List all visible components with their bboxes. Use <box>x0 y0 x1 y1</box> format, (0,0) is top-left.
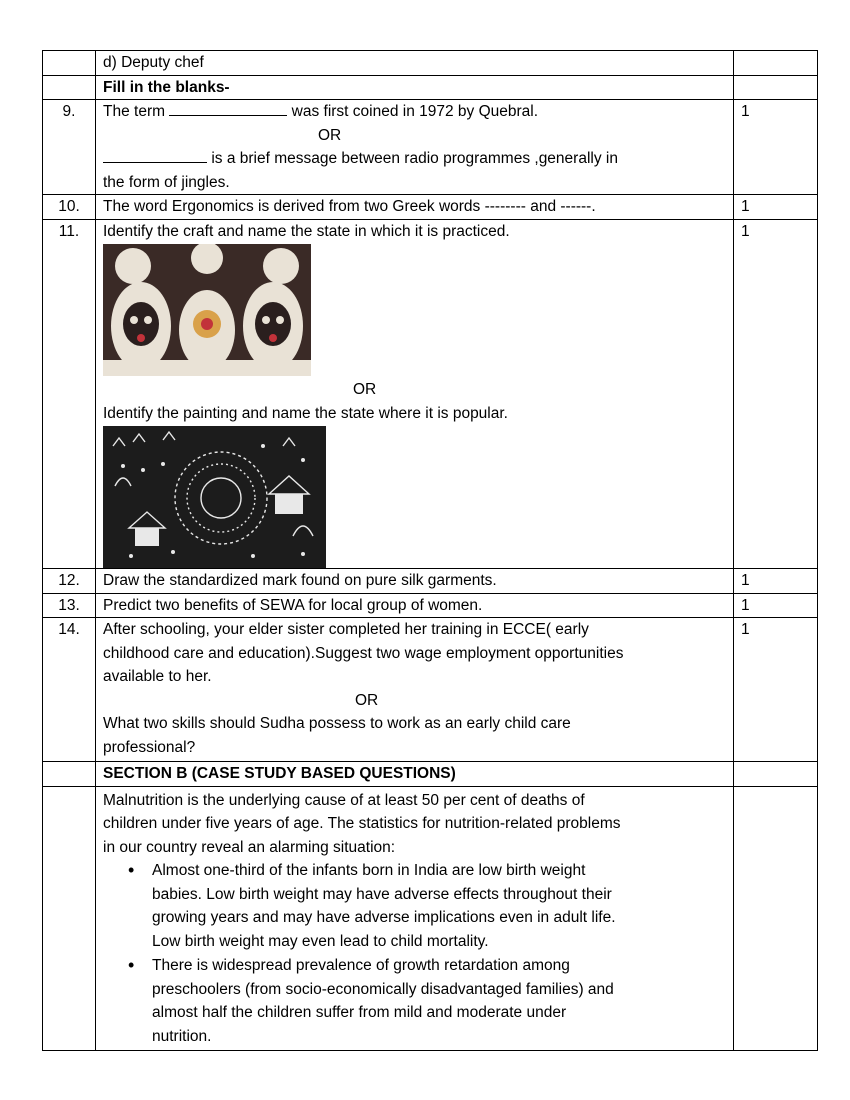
q9-alt-text: is a brief message between radio programmes ,generally in <box>211 150 618 167</box>
marks-cell <box>734 569 818 594</box>
question-text-cell <box>96 618 734 762</box>
q10-number: 10. <box>58 198 80 215</box>
question-number-cell <box>43 51 96 76</box>
q14-text-line2: childhood care and education).Suggest two wage employment opportunities <box>103 644 624 662</box>
bullet2-line3: almost half the children suffer from mild and moderate under <box>152 1004 567 1021</box>
question-number-cell <box>43 195 96 220</box>
table-row <box>43 219 818 569</box>
warli-painting-icon <box>103 426 326 568</box>
bullet2-line2: preschoolers (from socio-economically disadvantaged families) and <box>152 980 614 998</box>
section-heading-cell <box>96 762 734 787</box>
question-table <box>42 50 818 1051</box>
option-text: d) Deputy chef <box>103 54 204 71</box>
fill-blanks-heading: Fill in the blanks- <box>103 78 230 96</box>
table-row <box>43 195 818 220</box>
q13-marks: 1 <box>741 596 750 614</box>
question-text-cell <box>96 51 734 76</box>
table-row <box>43 569 818 594</box>
case-bullet-list <box>103 859 727 1048</box>
q14-alt-text-line1: What two skills should Sudha possess to work as an early child care <box>103 715 571 732</box>
q11-alt-text: Identify the painting and name the state where it is popular. <box>103 404 508 422</box>
table-row <box>43 51 818 76</box>
question-number-cell <box>43 569 96 594</box>
bullet1-line4: Low birth weight may even lead to child mortality. <box>152 932 489 950</box>
q9-marks: 1 <box>741 103 750 120</box>
bullet1-line2: babies. Low birth weight may have adverse effects throughout their <box>152 885 612 903</box>
list-item <box>152 859 727 953</box>
question-number-cell <box>43 219 96 569</box>
table-row <box>43 786 818 1050</box>
marks-cell <box>734 762 818 787</box>
q11-number: 11. <box>58 222 80 240</box>
q14-number: 14. <box>58 621 80 638</box>
q11-text: Identify the craft and name the state in which it is practiced. <box>103 222 510 240</box>
q10-text: The word Ergonomics is derived from two Greek words -------- and ------. <box>103 198 596 215</box>
question-number-cell <box>43 75 96 100</box>
table-row <box>43 762 818 787</box>
table-row <box>43 618 818 762</box>
case-study-cell <box>96 786 734 1050</box>
or-divider: OR <box>355 691 379 709</box>
bullet1-line1: • Almost one-third of the infants born in India are low birth weight <box>152 862 586 879</box>
marks-cell <box>734 786 818 1050</box>
q12-marks: 1 <box>741 572 750 589</box>
q9-text-post: was first coined in 1972 by Quebral. <box>291 103 539 120</box>
marks-cell <box>734 195 818 220</box>
marks-cell <box>734 75 818 100</box>
table-row <box>43 593 818 618</box>
question-text-cell <box>96 569 734 594</box>
list-item <box>152 954 727 1048</box>
question-text-cell <box>96 593 734 618</box>
question-number-cell <box>43 762 96 787</box>
table-row <box>43 100 818 195</box>
blank-line <box>103 148 207 163</box>
q14-text-line3: available to her. <box>103 668 212 685</box>
q13-text: Predict two benefits of SEWA for local group of women. <box>103 596 483 614</box>
question-number-cell <box>43 786 96 1050</box>
q11-marks: 1 <box>741 222 750 240</box>
blank-line <box>169 101 287 116</box>
case-intro-line3: in our country reveal an alarming situation: <box>103 838 396 856</box>
q9-text-pre: The term <box>103 103 166 120</box>
craft-photo-icon <box>103 244 311 376</box>
question-text-cell <box>96 100 734 195</box>
question-text-cell <box>96 219 734 569</box>
section-heading-cell <box>96 75 734 100</box>
bullet2-line1: • There is widespread prevalence of growth retardation among <box>152 957 570 974</box>
case-intro-line1: Malnutrition is the underlying cause of at least 50 per cent of deaths of <box>103 791 585 809</box>
q14-text-line1: After schooling, your elder sister completed her training in ECCE( early <box>103 621 589 638</box>
or-divider: OR <box>353 381 377 398</box>
question-number-cell <box>43 100 96 195</box>
marks-cell <box>734 100 818 195</box>
q9-number: 9. <box>62 103 76 120</box>
bullet2-line4: nutrition. <box>152 1027 212 1045</box>
q13-number: 13. <box>58 596 80 614</box>
question-text-cell <box>96 195 734 220</box>
q10-marks: 1 <box>741 198 750 215</box>
q14-marks: 1 <box>741 621 750 638</box>
table-row <box>43 75 818 100</box>
question-number-cell <box>43 618 96 762</box>
bullet1-line3: growing years and may have adverse implications even in adult life. <box>152 909 616 926</box>
marks-cell <box>734 618 818 762</box>
question-number-cell <box>43 593 96 618</box>
q9-alt-text-line2: the form of jingles. <box>103 173 230 191</box>
case-intro-line2: children under five years of age. The statistics for nutrition-related problems <box>103 815 621 832</box>
marks-cell <box>734 593 818 618</box>
section-b-heading: SECTION B (CASE STUDY BASED QUESTIONS) <box>103 765 456 782</box>
q14-alt-text-line2: professional? <box>103 738 196 756</box>
q12-text: Draw the standardized mark found on pure silk garments. <box>103 572 497 589</box>
marks-cell <box>734 219 818 569</box>
or-divider: OR <box>318 126 342 144</box>
q12-number: 12. <box>58 572 80 589</box>
marks-cell <box>734 51 818 76</box>
